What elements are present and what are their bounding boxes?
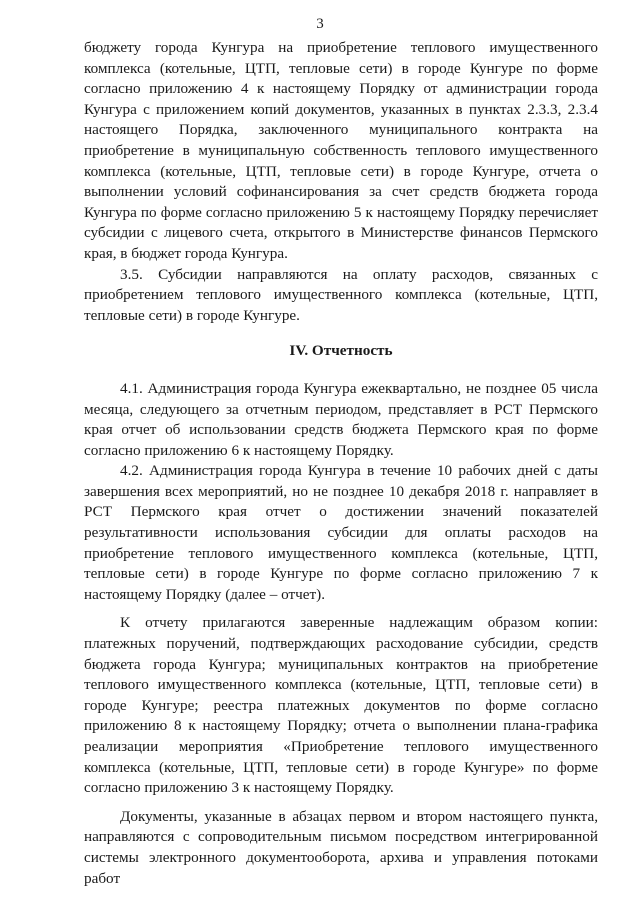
section-heading: IV. Отчетность <box>289 342 393 360</box>
paragraph-continuation: бюджету города Кунгура на приобретение теплового имущественного комплекса (котельные, ЦТП, тепловые сети) в городе Кунгуре по форме согласно приложению 4 к настоящему Порядку от администрации города Кунгура с приложением копий документов, указанных в пунктах 2.3.3, 2.3.4 настоящего Порядка, заключенного муниципального контракта на приобретение в муниципальную собственность теплового имущественного комплекса (котельные, ЦТП, тепловые сети) в городе Кунгуре, отчета о выполнении условий софинансирования за счет средств бюджета города Кунгура по форме согласно приложению 5 к настоящему Порядку перечисляет субсидии с лицевого счета, открытого в Министерстве финансов Пермского края, в бюджет города Кунгура. <box>84 39 598 262</box>
document-body <box>84 38 598 889</box>
paragraph-3-5: 3.5. Субсидии направляются на оплату расходов, связанных с приобретением теплового имущественного комплекса (котельные, ЦТП, тепловые сети) в городе Кунгуре. <box>84 265 598 324</box>
paragraph-4-1: 4.1. Администрация города Кунгура ежеквартально, не позднее 05 числа месяца, следующего за отчетным периодом, представляет в РСТ Пермского края отчет об использовании средств бюджета Пермского края по форме согласно приложению 6 к настоящему Порядку. <box>84 379 598 459</box>
paragraph-4-2: 4.2. Администрация города Кунгура в течение 10 рабочих дней с даты завершения всех мероприятий, но не позднее 10 декабря 2018 г. направляет в РСТ Пермского края отчет о достижении значений показателей результативности использования субсидии для оплаты расходов на приобретение теплового имущественного комплекса (котельные, ЦТП, тепловые сети) в городе Кунгуре по форме согласно приложению 7 к настоящему Порядку (далее – отчет). <box>84 462 598 603</box>
page-number: 3 <box>316 16 324 32</box>
paragraph-documents: Документы, указанные в абзацах первом и втором настоящего пункта, направляются с сопроводительным письмом посредством интегрированной системы электронного документооборота, архива и управления потоками работ <box>84 807 598 887</box>
paragraph-attachments: К отчету прилагаются заверенные надлежащим образом копии: платежных поручений, подтверждающих расходование субсидии, средств бюджета города Кунгура; муниципальных контрактов на приобретение теплового имущественного комплекса (котельные, ЦТП, тепловые сети) в городе Кунгуре; реестра платежных документов по форме согласно приложению 8 к настоящему Порядку; отчета о выполнении плана-графика реализации мероприятия «Приобретение теплового имущественного комплекса (котельные, ЦТП, тепловые сети) в городе Кунгуре» по форме согласно приложению 3 к настоящему Порядку. <box>84 614 598 797</box>
